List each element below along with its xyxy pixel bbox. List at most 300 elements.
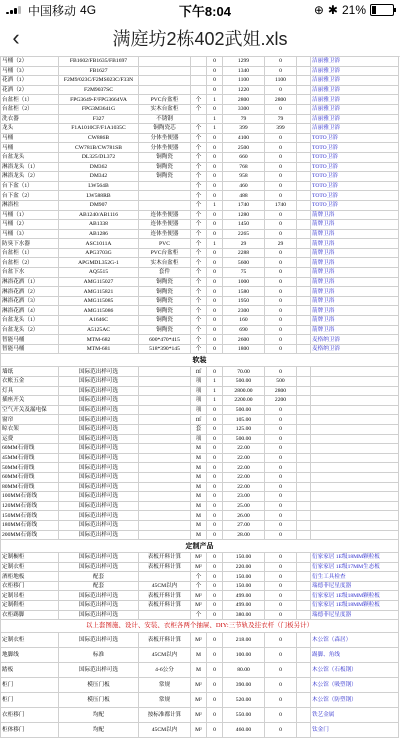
table-cell[interactable]: 690 — [223, 325, 265, 335]
table-cell[interactable]: 灯具 — [1, 386, 59, 396]
table-cell[interactable]: 个 — [191, 296, 207, 306]
table-cell[interactable]: 标准 — [59, 648, 139, 663]
table-cell[interactable] — [139, 482, 191, 492]
table-cell[interactable]: 箭牌卫浴 — [311, 210, 399, 220]
table-cell[interactable]: 台盆柜（2） — [1, 104, 59, 114]
table-cell[interactable]: CW886B — [59, 133, 139, 143]
table-cell[interactable]: 表板开料计算 — [139, 633, 191, 648]
table-cell[interactable]: 220.00 — [223, 562, 265, 572]
table-cell[interactable]: 150.00 — [223, 572, 265, 582]
table-cell[interactable] — [191, 114, 207, 124]
table-cell[interactable] — [139, 453, 191, 463]
table-cell[interactable] — [297, 296, 311, 306]
table-cell[interactable]: 0 — [265, 335, 297, 345]
table-cell[interactable]: 22.00 — [223, 472, 265, 482]
table-cell[interactable] — [297, 95, 311, 105]
table-cell[interactable] — [297, 530, 311, 540]
table-cell[interactable]: 0 — [265, 424, 297, 434]
table-cell[interactable]: 花洒（1） — [1, 76, 59, 86]
table-cell[interactable]: 0 — [207, 591, 223, 601]
table-cell[interactable]: 箭牌卫浴 — [311, 268, 399, 278]
table-cell[interactable]: FPG3M3641G — [59, 104, 139, 114]
table-cell[interactable] — [139, 530, 191, 540]
table-cell[interactable]: 60MM石膏线 — [1, 444, 59, 454]
table-cell[interactable]: 500.00 — [223, 405, 265, 415]
table-cell[interactable]: 箭牌卫浴 — [311, 239, 399, 249]
table-cell[interactable] — [297, 434, 311, 444]
table-cell[interactable]: 0 — [265, 325, 297, 335]
table-cell[interactable]: 0 — [207, 344, 223, 354]
table-cell[interactable] — [139, 424, 191, 434]
table-cell[interactable]: F327 — [59, 114, 139, 124]
table-cell[interactable]: 常规 — [139, 693, 191, 708]
table-cell[interactable]: 箭牌卫浴 — [311, 220, 399, 230]
table-cell[interactable] — [297, 104, 311, 114]
table-cell[interactable]: DM907 — [59, 200, 139, 210]
table-cell[interactable]: 218.00 — [223, 633, 265, 648]
table-cell[interactable]: 500.00 — [223, 434, 265, 444]
table-cell[interactable]: 0 — [265, 229, 297, 239]
table-cell[interactable] — [139, 492, 191, 502]
table-cell[interactable]: 2265 — [223, 229, 265, 239]
table-cell[interactable] — [297, 648, 311, 663]
table-cell[interactable]: 60MM石膏线 — [1, 472, 59, 482]
table-cell[interactable]: 0 — [207, 133, 223, 143]
table-cell[interactable]: 洁丽雅卫浴 — [311, 76, 399, 86]
table-cell[interactable]: 个 — [191, 277, 207, 287]
table-cell[interactable] — [297, 663, 311, 678]
table-cell[interactable]: 0 — [207, 424, 223, 434]
table-cell[interactable]: 70.00 — [223, 367, 265, 377]
table-cell[interactable]: M — [191, 453, 207, 463]
table-cell[interactable]: 连体坐便器 — [139, 210, 191, 220]
table-cell[interactable]: 0 — [265, 143, 297, 153]
table-cell[interactable]: 460.00 — [223, 723, 265, 738]
table-cell[interactable]: F2M9037SC — [59, 85, 139, 95]
table-cell[interactable] — [297, 633, 311, 648]
table-cell[interactable] — [297, 386, 311, 396]
table-cell[interactable]: 箭牌卫浴 — [311, 248, 399, 258]
table-cell[interactable]: 国际范出样可选 — [59, 453, 139, 463]
table-cell[interactable]: 0 — [265, 306, 297, 316]
table-cell[interactable]: 0 — [265, 610, 297, 620]
table-cell[interactable]: 0 — [265, 648, 297, 663]
table-cell[interactable]: 1000 — [223, 277, 265, 287]
table-cell[interactable] — [297, 367, 311, 377]
table-cell[interactable]: 0 — [207, 268, 223, 278]
table-cell[interactable]: M² — [191, 553, 207, 563]
table-cell[interactable]: 2800 — [265, 95, 297, 105]
table-cell[interactable]: 柜门 — [1, 693, 59, 708]
table-cell[interactable]: 洁丽雅卫浴 — [311, 57, 399, 67]
table-cell[interactable]: AB1240/AB1116 — [59, 210, 139, 220]
table-cell[interactable]: A1646C — [59, 316, 139, 326]
table-cell[interactable]: 国际范出样可选 — [59, 492, 139, 502]
table-cell[interactable]: 国际范出样可选 — [59, 405, 139, 415]
table-cell[interactable]: 个 — [191, 172, 207, 182]
table-cell[interactable] — [311, 444, 399, 454]
table-cell[interactable]: 0 — [207, 572, 223, 582]
table-cell[interactable] — [297, 678, 311, 693]
table-cell[interactable] — [311, 367, 399, 377]
table-cell[interactable]: M² — [191, 591, 207, 601]
table-cell[interactable]: 390.00 — [223, 678, 265, 693]
table-cell[interactable]: 2288 — [223, 248, 265, 258]
table-cell[interactable]: M — [191, 492, 207, 502]
table-cell[interactable] — [297, 591, 311, 601]
table-cell[interactable]: 0 — [265, 367, 297, 377]
table-cell[interactable]: 160 — [223, 316, 265, 326]
table-cell[interactable]: AMG115086 — [59, 306, 139, 316]
table-cell[interactable] — [297, 453, 311, 463]
table-cell[interactable]: 180MM石膏线 — [1, 520, 59, 530]
table-cell[interactable]: 2800 — [265, 386, 297, 396]
table-cell[interactable] — [297, 492, 311, 502]
table-cell[interactable] — [297, 76, 311, 86]
table-cell[interactable]: 酒柜地板 — [1, 572, 59, 582]
table-cell[interactable]: 0 — [207, 663, 223, 678]
table-cell[interactable]: 0 — [265, 553, 297, 563]
table-cell[interactable] — [311, 415, 399, 425]
table-cell[interactable]: 衣柜踢脚 — [1, 610, 59, 620]
table-cell[interactable]: 国际范出样可选 — [59, 444, 139, 454]
table-cell[interactable] — [297, 472, 311, 482]
table-cell[interactable]: 0 — [265, 678, 297, 693]
table-cell[interactable] — [139, 200, 191, 210]
table-cell[interactable] — [139, 57, 191, 67]
table-cell[interactable] — [191, 85, 207, 95]
table-cell[interactable]: 表板开料计算 — [139, 601, 191, 611]
table-cell[interactable]: 表板开料计算 — [139, 553, 191, 563]
table-cell[interactable]: 0 — [207, 708, 223, 723]
table-cell[interactable]: FB1627 — [59, 66, 139, 76]
table-cell[interactable]: 智能马桶 — [1, 335, 59, 345]
table-cell[interactable]: 1 — [207, 386, 223, 396]
table-cell[interactable]: 0 — [207, 482, 223, 492]
table-cell[interactable] — [139, 367, 191, 377]
table-cell[interactable]: 木公馆（石板钢） — [311, 663, 399, 678]
table-cell[interactable]: 个 — [191, 181, 207, 191]
table-cell[interactable]: 0 — [265, 220, 297, 230]
table-cell[interactable]: APGMDL352G-1 — [59, 258, 139, 268]
table-cell[interactable]: M — [191, 520, 207, 530]
table-cell[interactable]: 0 — [207, 143, 223, 153]
table-cell[interactable]: M² — [191, 723, 207, 738]
table-cell[interactable]: 0 — [265, 162, 297, 172]
spreadsheet-view[interactable] — [0, 56, 400, 734]
table-cell[interactable]: M — [191, 501, 207, 511]
table-cell[interactable]: 个 — [191, 287, 207, 297]
table-cell[interactable] — [297, 152, 311, 162]
table-cell[interactable]: 150.00 — [223, 553, 265, 563]
table-cell[interactable]: 台盆龙头（1） — [1, 316, 59, 326]
table-cell[interactable]: 个 — [191, 316, 207, 326]
table-cell[interactable]: 399 — [223, 124, 265, 134]
table-cell[interactable]: 个 — [191, 335, 207, 345]
table-cell[interactable]: DM362 — [59, 162, 139, 172]
table-cell[interactable]: 模压门板 — [59, 678, 139, 693]
table-cell[interactable] — [297, 693, 311, 708]
table-cell[interactable]: 国际范出样可选 — [59, 633, 139, 648]
table-cell[interactable] — [139, 181, 191, 191]
table-cell[interactable]: 79 — [265, 114, 297, 124]
table-cell[interactable] — [311, 492, 399, 502]
table-cell[interactable] — [139, 610, 191, 620]
table-cell[interactable] — [311, 424, 399, 434]
table-cell[interactable]: 0 — [265, 444, 297, 454]
table-cell[interactable]: AMG115027 — [59, 277, 139, 287]
table-cell[interactable]: 399 — [265, 124, 297, 134]
table-cell[interactable]: 0 — [207, 472, 223, 482]
table-cell[interactable] — [297, 229, 311, 239]
table-cell[interactable]: 1 — [207, 200, 223, 210]
table-cell[interactable] — [297, 511, 311, 521]
table-cell[interactable]: 个 — [191, 258, 207, 268]
table-cell[interactable]: 洁丽雅卫浴 — [311, 124, 399, 134]
table-cell[interactable]: 488 — [223, 191, 265, 201]
table-cell[interactable]: TOTO卫浴 — [311, 172, 399, 182]
table-cell[interactable] — [297, 424, 311, 434]
table-cell[interactable] — [297, 377, 311, 387]
table-cell[interactable]: 79 — [223, 114, 265, 124]
table-cell[interactable]: 0 — [207, 229, 223, 239]
table-cell[interactable]: 国际范出样可选 — [59, 553, 139, 563]
table-cell[interactable] — [297, 501, 311, 511]
table-cell[interactable]: AQ5515 — [59, 268, 139, 278]
table-cell[interactable]: 台下盆（1） — [1, 181, 59, 191]
table-cell[interactable]: 1280 — [223, 210, 265, 220]
table-cell[interactable]: 1340 — [223, 66, 265, 76]
table-cell[interactable]: 按标准都计算 — [139, 708, 191, 723]
table-cell[interactable]: 配套 — [59, 581, 139, 591]
table-cell[interactable]: 国际范出样可选 — [59, 601, 139, 611]
table-cell[interactable]: 铜陶瓷 — [139, 296, 191, 306]
table-cell[interactable]: 0 — [265, 191, 297, 201]
table-cell[interactable]: 衍家家居 1E级17MM生态板 — [311, 562, 399, 572]
table-cell[interactable]: 0 — [265, 453, 297, 463]
table-cell[interactable]: 淋浴龙头（1） — [1, 162, 59, 172]
table-cell[interactable]: 0 — [207, 325, 223, 335]
table-cell[interactable]: 防臭下水器 — [1, 239, 59, 249]
table-cell[interactable] — [139, 191, 191, 201]
table-cell[interactable]: 淋浴龙头（2） — [1, 172, 59, 182]
table-cell[interactable] — [139, 415, 191, 425]
table-cell[interactable] — [297, 610, 311, 620]
table-cell[interactable]: PVC — [139, 239, 191, 249]
table-cell[interactable] — [297, 601, 311, 611]
table-cell[interactable] — [297, 172, 311, 182]
table-cell[interactable]: 0 — [265, 520, 297, 530]
table-cell[interactable]: 0 — [265, 210, 297, 220]
table-cell[interactable]: 个 — [191, 306, 207, 316]
table-cell[interactable]: 个 — [191, 229, 207, 239]
table-cell[interactable] — [311, 453, 399, 463]
table-cell[interactable]: 0 — [207, 723, 223, 738]
table-cell[interactable]: 洁丽雅卫浴 — [311, 95, 399, 105]
table-cell[interactable]: 运费 — [1, 434, 59, 444]
table-cell[interactable]: 马桶（2） — [1, 220, 59, 230]
table-cell[interactable]: 个 — [191, 162, 207, 172]
table-cell[interactable]: 1800 — [223, 344, 265, 354]
table-cell[interactable]: M — [191, 648, 207, 663]
table-cell[interactable]: 衍生工具检查 — [311, 572, 399, 582]
table-cell[interactable]: 个 — [191, 143, 207, 153]
table-cell[interactable] — [297, 405, 311, 415]
table-cell[interactable]: 国际范出样可选 — [59, 530, 139, 540]
table-cell[interactable]: 0 — [207, 405, 223, 415]
table-cell[interactable]: 460 — [223, 181, 265, 191]
table-cell[interactable]: 模压门板 — [59, 693, 139, 708]
table-cell[interactable]: 实木台盆柜 — [139, 258, 191, 268]
table-cell[interactable]: 国际范出样可选 — [59, 610, 139, 620]
table-cell[interactable]: 马桶（2） — [1, 57, 59, 67]
table-cell[interactable]: 500.00 — [223, 377, 265, 387]
table-cell[interactable]: 550.00 — [223, 708, 265, 723]
table-cell[interactable]: 个 — [191, 325, 207, 335]
table-cell[interactable]: 配套 — [59, 572, 139, 582]
table-cell[interactable]: 项 — [191, 405, 207, 415]
table-cell[interactable] — [139, 405, 191, 415]
table-cell[interactable]: 常规 — [139, 678, 191, 693]
table-cell[interactable]: M — [191, 530, 207, 540]
table-cell[interactable]: 958 — [223, 172, 265, 182]
table-cell[interactable]: 80.00 — [223, 663, 265, 678]
table-cell[interactable]: DL325/DL372 — [59, 152, 139, 162]
table-cell[interactable]: 0 — [265, 693, 297, 708]
table-cell[interactable]: 2200.00 — [223, 396, 265, 406]
table-cell[interactable]: 花洒（2） — [1, 85, 59, 95]
table-cell[interactable] — [297, 306, 311, 316]
table-cell[interactable]: 0 — [265, 296, 297, 306]
table-cell[interactable]: 实木台盆柜 — [139, 104, 191, 114]
table-cell[interactable] — [311, 472, 399, 482]
table-cell[interactable]: 1 — [207, 377, 223, 387]
table-cell[interactable]: 0 — [265, 152, 297, 162]
table-cell[interactable]: 0 — [207, 181, 223, 191]
table-cell[interactable]: AMG115821 — [59, 287, 139, 297]
table-cell[interactable]: 连体坐便器 — [139, 220, 191, 230]
table-cell[interactable]: 插座开关 — [1, 396, 59, 406]
table-cell[interactable]: 瑞德菲尼星度器 — [311, 610, 399, 620]
table-cell[interactable]: 27.00 — [223, 520, 265, 530]
table-cell[interactable]: 淋浴花洒（3） — [1, 296, 59, 306]
table-cell[interactable] — [297, 85, 311, 95]
table-cell[interactable] — [311, 396, 399, 406]
table-cell[interactable]: 0 — [207, 444, 223, 454]
table-cell[interactable]: M² — [191, 678, 207, 693]
table-cell[interactable]: 0 — [265, 277, 297, 287]
back-button[interactable] — [0, 20, 32, 56]
table-cell[interactable]: 0 — [265, 405, 297, 415]
table-cell[interactable]: TOTO卫浴 — [311, 162, 399, 172]
table-cell[interactable]: 45CM以内 — [139, 581, 191, 591]
table-cell[interactable]: 定制橱柜 — [1, 553, 59, 563]
table-cell[interactable]: 洁丽雅卫浴 — [311, 66, 399, 76]
table-cell[interactable]: 1220 — [223, 85, 265, 95]
table-cell[interactable]: 个 — [191, 124, 207, 134]
table-cell[interactable]: 0 — [207, 85, 223, 95]
table-cell[interactable] — [297, 239, 311, 249]
table-cell[interactable] — [297, 482, 311, 492]
table-cell[interactable]: 马桶（3） — [1, 229, 59, 239]
table-cell[interactable]: 国际范出样可选 — [59, 396, 139, 406]
table-cell[interactable]: 0 — [265, 633, 297, 648]
table-cell[interactable]: TOTO卫浴 — [311, 191, 399, 201]
table-cell[interactable]: 0 — [207, 172, 223, 182]
table-cell[interactable]: 1100 — [223, 76, 265, 86]
table-cell[interactable] — [191, 57, 207, 67]
table-cell[interactable]: 国际范出样可选 — [59, 386, 139, 396]
table-cell[interactable]: 均配 — [59, 723, 139, 738]
table-cell[interactable]: 木公馆（吸塑钢） — [311, 678, 399, 693]
table-cell[interactable]: 0 — [207, 610, 223, 620]
table-cell[interactable] — [297, 325, 311, 335]
table-cell[interactable] — [139, 434, 191, 444]
table-cell[interactable]: 0 — [207, 678, 223, 693]
table-cell[interactable]: 台盆下水 — [1, 268, 59, 278]
table-cell[interactable]: 国际范出样可选 — [59, 424, 139, 434]
table-cell[interactable]: 0 — [265, 708, 297, 723]
table-cell[interactable]: 国际范出样可选 — [59, 377, 139, 387]
table-cell[interactable]: 国际范出样可选 — [59, 562, 139, 572]
table-cell[interactable]: 分体坐便器 — [139, 143, 191, 153]
table-cell[interactable] — [311, 511, 399, 521]
table-cell[interactable]: 窗帘 — [1, 415, 59, 425]
table-cell[interactable]: 105.00 — [223, 415, 265, 425]
table-cell[interactable] — [297, 316, 311, 326]
table-cell[interactable]: 660 — [223, 152, 265, 162]
table-cell[interactable] — [139, 396, 191, 406]
table-cell[interactable]: TOTO卫浴 — [311, 181, 399, 191]
table-cell[interactable]: 钛金门 — [311, 723, 399, 738]
table-cell[interactable]: 0 — [265, 57, 297, 67]
table-cell[interactable]: 0 — [207, 581, 223, 591]
table-cell[interactable]: 499.00 — [223, 591, 265, 601]
table-cell[interactable]: 分体坐便器 — [139, 133, 191, 143]
table-cell[interactable]: 0 — [265, 287, 297, 297]
table-cell[interactable]: 768 — [223, 162, 265, 172]
table-cell[interactable]: DM342 — [59, 172, 139, 182]
table-cell[interactable]: M² — [191, 693, 207, 708]
table-cell[interactable]: 2600 — [223, 335, 265, 345]
table-cell[interactable]: 个 — [191, 344, 207, 354]
table-cell[interactable]: LW588RB — [59, 191, 139, 201]
table-cell[interactable]: 国际范出样可选 — [59, 501, 139, 511]
table-cell[interactable] — [311, 434, 399, 444]
table-cell[interactable]: MTM-682 — [59, 335, 139, 345]
table-cell[interactable]: 国际范出样可选 — [59, 367, 139, 377]
table-cell[interactable]: 0 — [207, 415, 223, 425]
table-cell[interactable]: 个 — [191, 133, 207, 143]
table-cell[interactable]: 0 — [207, 335, 223, 345]
table-cell[interactable]: 0 — [265, 591, 297, 601]
table-cell[interactable]: 表板开料计算 — [139, 591, 191, 601]
table-cell[interactable]: 0 — [207, 453, 223, 463]
table-cell[interactable]: 0 — [207, 530, 223, 540]
table-cell[interactable] — [139, 572, 191, 582]
table-cell[interactable]: 木公馆（森居） — [311, 633, 399, 648]
table-cell[interactable]: FB1602/FB1635/FB1697 — [59, 57, 139, 67]
table-cell[interactable]: 洁丽雅卫浴 — [311, 114, 399, 124]
table-cell[interactable]: 箭牌卫浴 — [311, 316, 399, 326]
table-cell[interactable]: 箭牌卫浴 — [311, 229, 399, 239]
table-cell[interactable]: 45CM以内 — [139, 648, 191, 663]
table-cell[interactable]: 0 — [207, 258, 223, 268]
table-cell[interactable]: 国际范出样可选 — [59, 434, 139, 444]
table-cell[interactable]: 箭牌卫浴 — [311, 306, 399, 316]
table-cell[interactable]: 衣柜移门 — [1, 581, 59, 591]
table-cell[interactable]: 1950 — [223, 296, 265, 306]
